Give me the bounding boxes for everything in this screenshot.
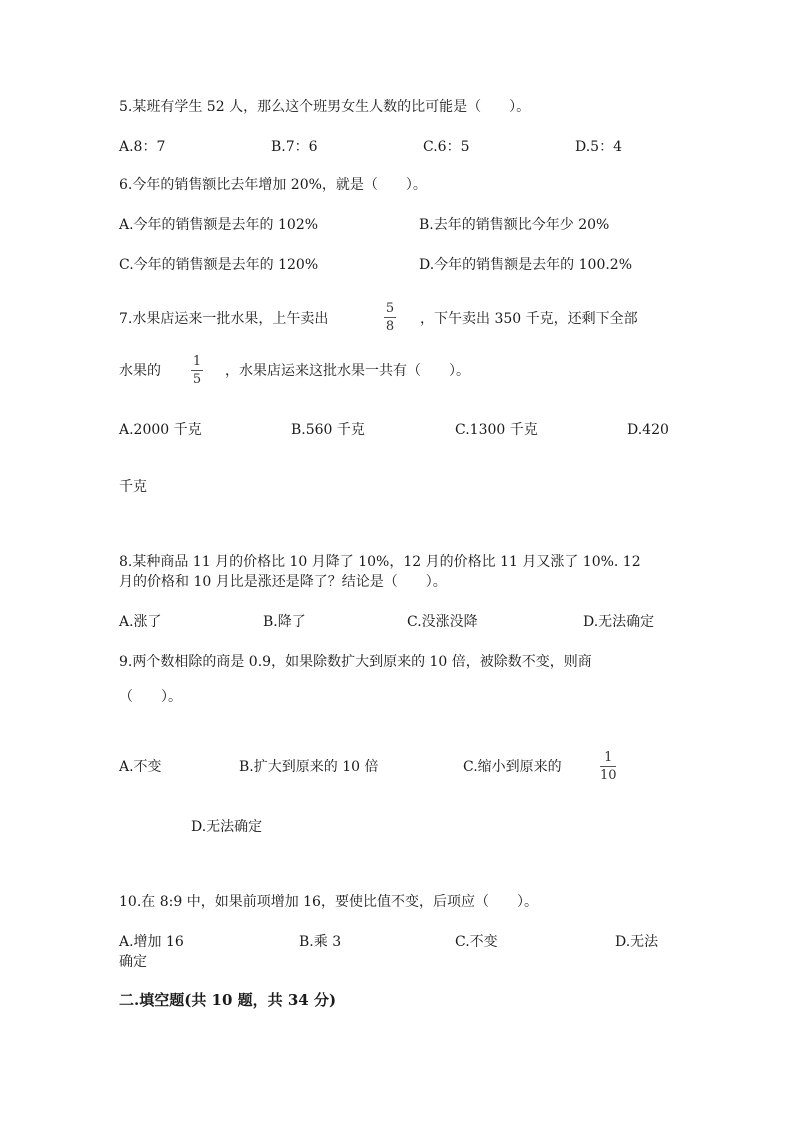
- question-7-stem-part2: ，下午卖出 350 千克，还剩下全部: [420, 311, 638, 327]
- q8-option-a: A.涨了: [119, 614, 162, 630]
- section-heading: 二.填空题(共 10 题，共 34 分): [119, 991, 337, 1009]
- fraction-numerator: 1: [604, 750, 613, 765]
- fraction-bar: [600, 766, 616, 767]
- q10-option-d: D.无法: [615, 934, 659, 950]
- q5-option-a: A.8：7: [119, 139, 166, 155]
- q5-option-d: D.5：4: [575, 139, 622, 155]
- question-8-stem-line1: 8.某种商品 11 月的价格比 10 月降了 10%，12 月的价格比 11 月又涨了 10%. 12: [119, 554, 641, 570]
- question-7-stem-part4: ，水果店运来这批水果一共有（ ）。: [225, 363, 470, 379]
- fraction-denominator: 10: [600, 768, 617, 783]
- question-7-stem-part1: 7.水果店运来一批水果，上午卖出: [119, 311, 329, 327]
- q7-option-a: A.2000 千克: [119, 422, 202, 438]
- q10-option-c: C.不变: [455, 934, 498, 950]
- q6-option-a: A.今年的销售额是去年的 102%: [119, 217, 319, 233]
- q9-option-c: C.缩小到原来的: [463, 759, 562, 775]
- q9-option-b: B.扩大到原来的 10 倍: [239, 759, 379, 775]
- q7-option-b: B.560 千克: [291, 422, 365, 438]
- question-9-stem-line2: （ ）。: [119, 689, 182, 705]
- q6-option-d: D.今年的销售额是去年的 100.2%: [419, 257, 633, 273]
- q9-option-a: A.不变: [119, 759, 162, 775]
- question-7-stem-part3: 水果的: [119, 363, 161, 379]
- question-8-stem-line2: 月的价格和 10 月比是涨还是降了？结论是（ ）。: [119, 574, 447, 590]
- q7-option-d-continued: 千克: [119, 479, 147, 495]
- q8-option-b: B.降了: [263, 614, 306, 630]
- q6-option-c: C.今年的销售额是去年的 120%: [119, 257, 319, 273]
- fraction-five-eighths: [384, 301, 396, 334]
- q9-option-d: D.无法确定: [191, 819, 263, 835]
- q5-option-c: C.6：5: [423, 139, 470, 155]
- q7-option-d: D.420: [627, 422, 669, 438]
- q10-option-d-continued: 确定: [119, 954, 147, 970]
- fraction-bar: [384, 317, 396, 318]
- question-5-stem: 5.某班有学生 52 人，那么这个班男女生人数的比可能是（ ）。: [119, 99, 531, 115]
- q8-option-c: C.没涨没降: [407, 614, 478, 630]
- q10-option-b: B.乘 3: [299, 934, 342, 950]
- question-10-stem: 10.在 8:9 中，如果前项增加 16，要使比值不变，后项应（ ）。: [119, 894, 538, 910]
- fraction-numerator: 5: [385, 301, 395, 316]
- q6-option-b: B.去年的销售额比今年少 20%: [419, 217, 610, 233]
- question-6-stem: 6.今年的销售额比去年增加 20%，就是（ ）。: [119, 177, 427, 193]
- fraction-one-tenth: [600, 750, 617, 783]
- q5-option-b: B.7：6: [271, 139, 318, 155]
- q10-option-a: A.增加 16: [119, 934, 184, 950]
- fraction-numerator: 1: [192, 354, 202, 369]
- fraction-one-fifth: [191, 354, 203, 387]
- question-9-stem-line1: 9.两个数相除的商是 0.9，如果除数扩大到原来的 10 倍，被除数不变，则商: [119, 654, 592, 670]
- q8-option-d: D.无法确定: [583, 614, 655, 630]
- fraction-denominator: 5: [192, 372, 202, 387]
- fraction-denominator: 8: [385, 319, 395, 334]
- fraction-bar: [191, 370, 203, 371]
- q7-option-c: C.1300 千克: [455, 422, 538, 438]
